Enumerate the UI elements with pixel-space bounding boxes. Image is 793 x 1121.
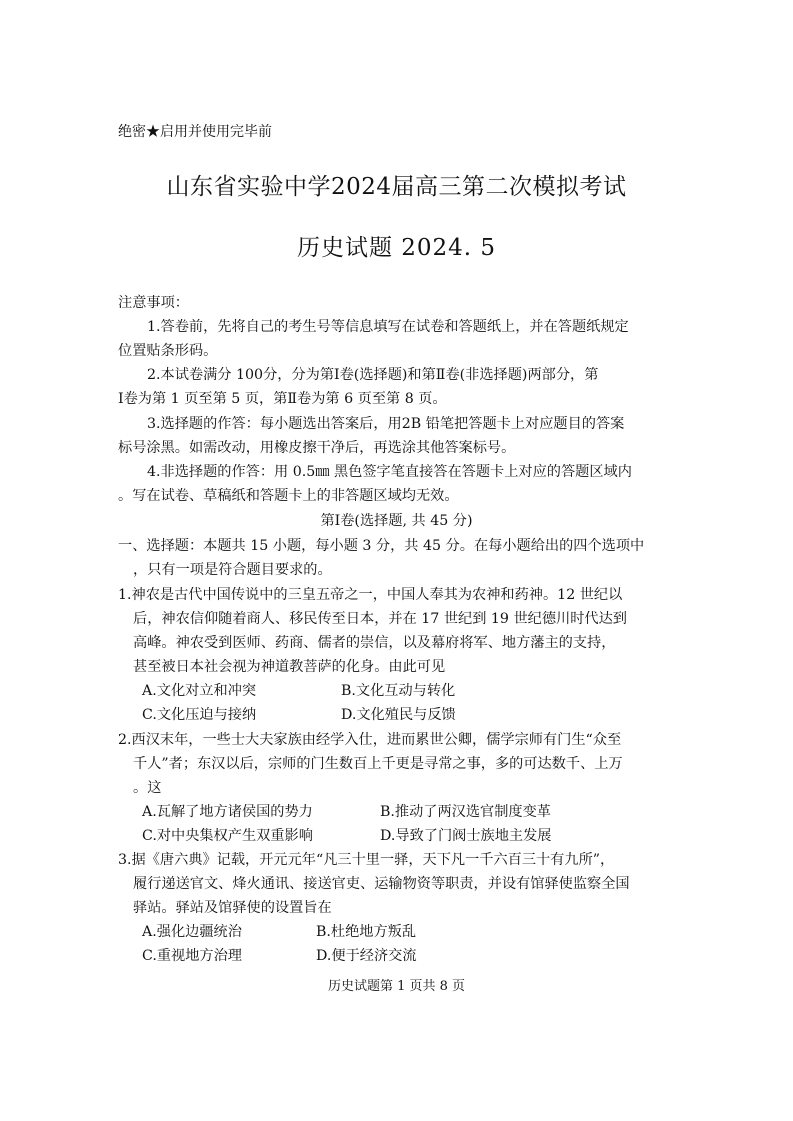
note-line: 1.答卷前，先将自己的考生号等信息填写在试卷和答题纸上，并在答题纸规定 (147, 319, 629, 335)
question-2-option-a: A.瓦解了地方诸侯国的势力 (142, 804, 313, 820)
note-line: 4.非选择题的作答：用 0.5㎜ 黑色签字笔直接答在答题卡上对应的答题区域内 (147, 464, 632, 480)
page-footer: 历史试题第 1 页共 8 页 (327, 979, 466, 994)
section-instruction: 一、选择题：本题共 15 小题，每小题 3 分，共 45 分。在每小题给出的四个选项中 (118, 538, 645, 554)
question-2-stem: 2.西汉末年，一些士大夫家族由经学入仕，进而累世公卿，儒学宗师有门生“众至 (118, 732, 622, 748)
question-1-stem: 后，神农信仰随着商人、移民传至日本，并在 17 世纪到 19 世纪德川时代达到 (133, 611, 627, 627)
note-line: 位置贴条形码。 (118, 343, 218, 359)
question-1-stem: 1.神农是古代中国传说中的三皇五帝之一，中国人奉其为农神和药神。12 世纪以 (118, 587, 623, 603)
question-3-stem: 履行递送官文、烽火通讯、接送官吏、运输物资等职责，并设有馆驿使监察全国 (133, 876, 630, 892)
secret-mark: 绝密★启用并使用完毕前 (118, 124, 272, 140)
question-3-stem: 3.据《唐六典》记载，开元元年“凡三十里一驿，天下凡一千六百三十有九所”， (118, 852, 615, 868)
question-2-stem: 。这 (133, 780, 162, 796)
note-line: 3.选择题的作答：每小题选出答案后，用2B 铅笔把答题卡上对应题目的答案 (147, 416, 625, 432)
question-1-option-d: D.文化殖民与反馈 (341, 707, 456, 723)
question-3-option-a: A.强化边疆统治 (142, 924, 242, 940)
question-1-option-b: B.文化互动与转化 (341, 683, 456, 699)
question-3-stem: 驿站。驿站及馆驿使的设置旨在 (133, 900, 332, 916)
subject-title: 历史试题 2024. 5 (296, 235, 497, 261)
question-1-option-c: C.文化压迫与接纳 (142, 707, 257, 723)
exam-title: 山东省实验中学2024届高三第二次模拟考试 (166, 174, 627, 200)
note-line: 2.本试卷满分 100分，分为第Ⅰ卷(选择题)和第Ⅱ卷(非选择题)两部分，第 (147, 367, 599, 383)
question-3-option-b: B.杜绝地方叛乱 (316, 924, 417, 940)
question-2-stem: 千人”者；东汉以后，宗师的门生数百上千更是寻常之事，多的可达数千、上万 (133, 756, 623, 772)
question-1-option-a: A.文化对立和冲突 (142, 683, 257, 699)
question-2-option-d: D.导致了门阀士族地主发展 (380, 828, 552, 844)
section-instruction: ，只有一项是符合题目要求的。 (133, 562, 332, 578)
note-line: Ⅰ卷为第 1 页至第 5 页，第Ⅱ卷为第 6 页至第 8 页。 (118, 391, 447, 407)
question-1-stem: 甚至被日本社会视为神道教菩萨的化身。由此可见 (133, 659, 446, 675)
question-2-option-b: B.推动了两汉选官制度变革 (380, 804, 551, 820)
note-line: 。写在试卷、草稿纸和答题卡上的非答题区域均无效。 (118, 488, 459, 504)
question-2-option-c: C.对中央集权产生双重影响 (142, 828, 313, 844)
question-3-option-c: C.重视地方治理 (142, 948, 242, 964)
section-title: 第Ⅰ卷(选择题, 共 45 分) (320, 513, 473, 529)
note-line: 标号涂黑。如需改动，用橡皮擦干净后，再选涂其他答案标号。 (118, 440, 516, 456)
question-3-option-d: D.便于经济交流 (316, 948, 417, 964)
notes-heading: 注意事项： (118, 295, 189, 311)
question-1-stem: 高峰。神农受到医师、药商、儒者的崇信，以及幕府将军、地方藩主的支持， (133, 635, 616, 651)
